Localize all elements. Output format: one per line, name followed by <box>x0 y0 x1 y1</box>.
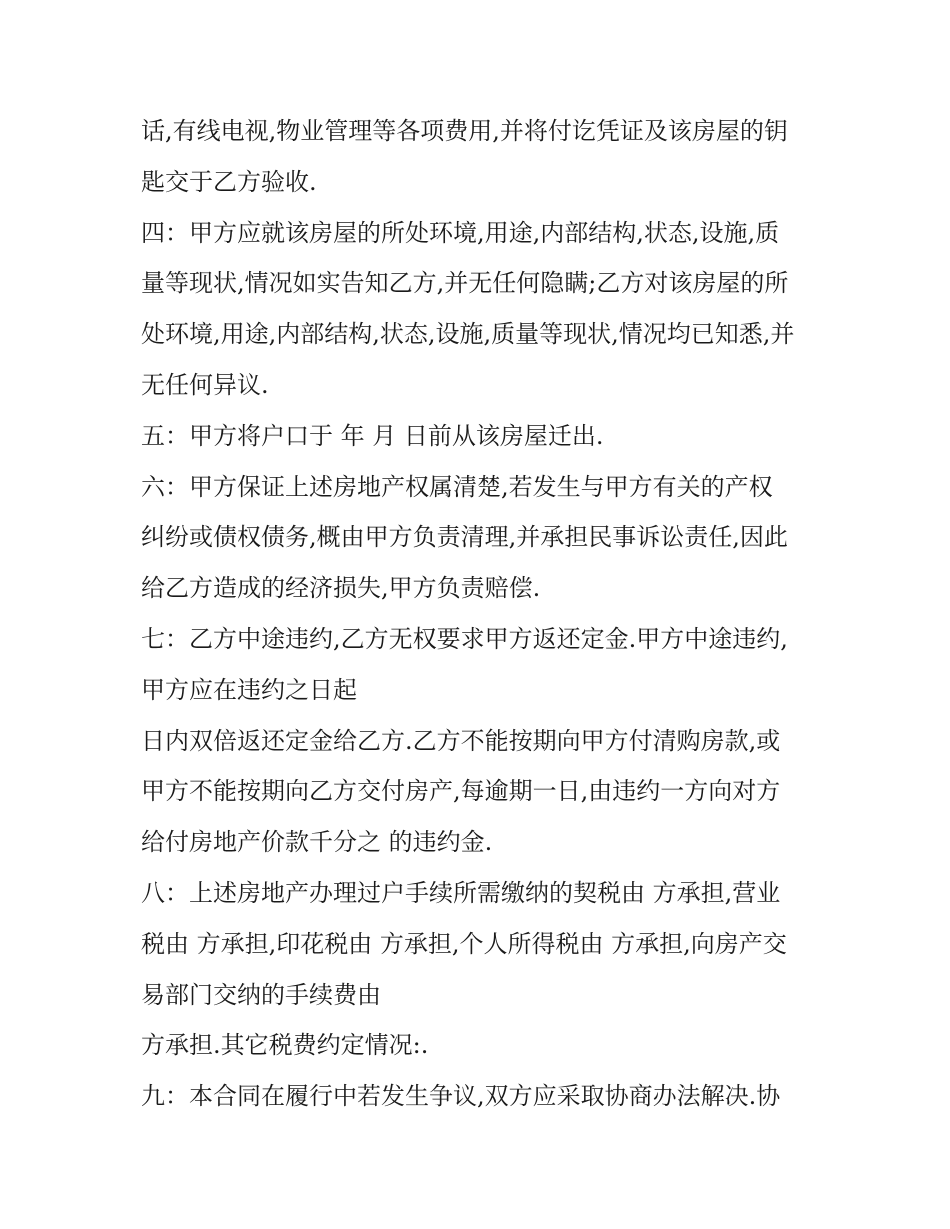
text-line: 五：甲方将户口于 年 月 日前从该房屋迁出. <box>141 421 604 450</box>
text-line: 日内双倍返还定金给乙方.乙方不能按期向甲方付清购房款,或 <box>141 726 781 755</box>
text-line: 税由 方承担,印花税由 方承担,个人所得税由 方承担,向房产交 <box>141 929 787 958</box>
text-line: 甲方不能按期向乙方交付房产,每逾期一日,由违约一方向对方 <box>141 777 781 806</box>
text-line: 方承担.其它税费约定情况:. <box>141 1031 429 1060</box>
text-line: 九：本合同在履行中若发生争议,双方应采取协商办法解决.协 <box>141 1082 781 1111</box>
text-line: 四：甲方应就该房屋的所处环境,用途,内部结构,状态,设施,质 <box>141 218 780 247</box>
text-line: 无任何异议. <box>141 370 269 399</box>
text-line: 八：上述房地产办理过户手续所需缴纳的契税由 方承担,营业 <box>141 878 781 907</box>
text-line: 处环境,用途,内部结构,状态,设施,质量等现状,情况均已知悉,并 <box>141 320 795 349</box>
text-line: 匙交于乙方验收. <box>141 167 317 196</box>
text-line: 七：乙方中途违约,乙方无权要求甲方返还定金.甲方中途违约, <box>141 624 788 653</box>
text-line: 量等现状,情况如实告知乙方,并无任何隐瞒;乙方对该房屋的所 <box>141 269 789 298</box>
text-line: 话,有线电视,物业管理等各项费用,并将付讫凭证及该房屋的钥 <box>141 117 788 145</box>
text-line: 易部门交纳的手续费由 <box>141 980 381 1009</box>
text-line: 给付房地产价款千分之 的违约金. <box>141 828 493 857</box>
text-line: 纠纷或债权债务,概由甲方负责清理,并承担民事诉讼责任,因此 <box>141 523 788 552</box>
contract-body-text <box>141 106 821 1122</box>
text-line: 六：甲方保证上述房地产权属清楚,若发生与甲方有关的产权 <box>141 472 773 501</box>
text-line: 给乙方造成的经济损失,甲方负责赔偿. <box>141 574 541 603</box>
text-line: 甲方应在违约之日起 <box>141 675 357 704</box>
